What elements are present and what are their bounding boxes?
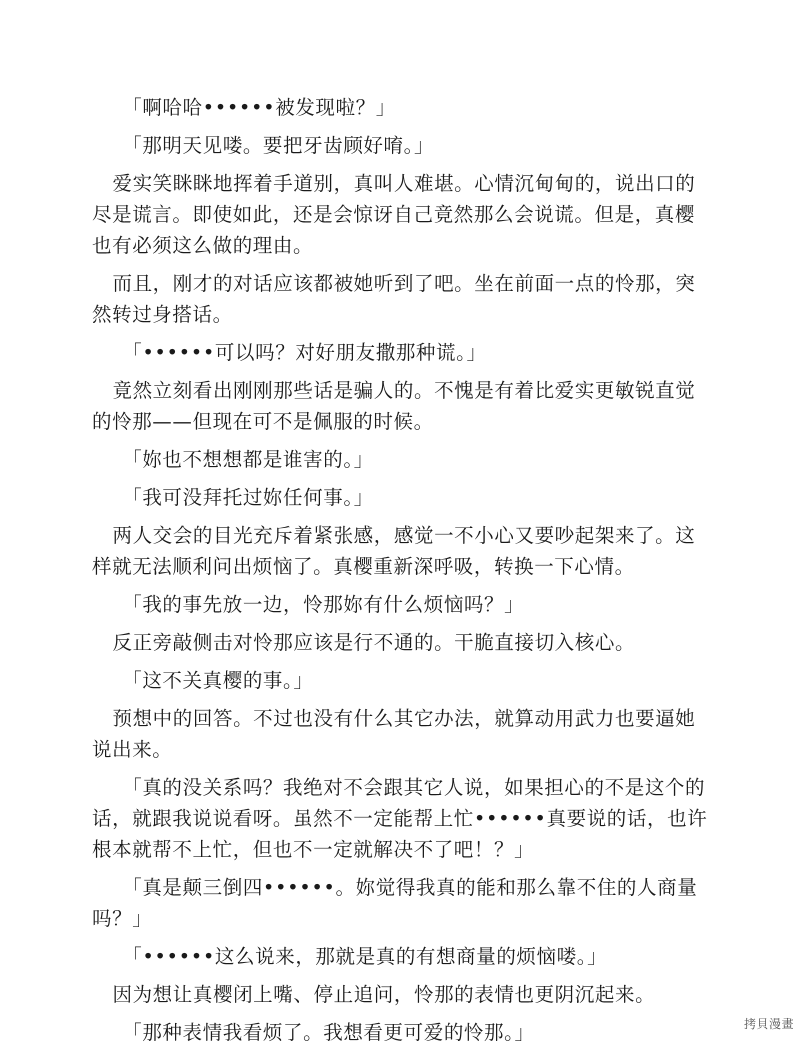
paragraph: 「我可没拜托过妳任何事。」 xyxy=(122,486,374,509)
paragraph: 预想中的回答。不过也没有什么其它办法，就算动用武力也要逼她说出来。 xyxy=(92,707,696,761)
paragraph: 反正旁敲侧击对怜那应该是行不通的。干脆直接切入核心。 xyxy=(112,631,636,654)
watermark: 拷貝漫畫 xyxy=(743,1017,794,1031)
paragraph: 「这不关真樱的事。」 xyxy=(122,669,314,692)
paragraph: 爱实笑眯眯地挥着手道别，真叫人难堪。心情沉甸甸的，说出口的尽是谎言。即使如此，还是会惊讶自己竟然那么会说谎。但是，真樱也有必须这么做的理由。 xyxy=(92,172,696,257)
paragraph: 「我的事先放一边，怜那妳有什么烦恼吗？」 xyxy=(122,593,525,616)
paragraph: 「真的没关系吗？我绝对不会跟其它人说，如果担心的不是这个的话，就跟我说说看呀。虽然不一定能帮上忙••••••真要说的话，也许根本就帮不上忙，但也不一定就解决不了吧！？」 xyxy=(92,776,708,861)
paragraph: 「那明天见喽。要把牙齿顾好唷。」 xyxy=(122,134,435,157)
paragraph: 竟然立刻看出刚刚那些话是骗人的。不愧是有着比爱实更敏锐直觉的怜那——但现在可不是佩服的时候。 xyxy=(92,379,696,433)
paragraph: 「真是颠三倒四••••••。妳觉得我真的能和那么靠不住的人商量吗？」 xyxy=(92,876,698,930)
page-body xyxy=(0,92,800,1055)
paragraph: 「••••••这么说来，那就是真的有想商量的烦恼喽。」 xyxy=(122,945,608,968)
paragraph: 而且，刚才的对话应该都被她听到了吧。坐在前面一点的怜那，突然转过身搭话。 xyxy=(92,272,696,326)
paragraph: 「那种表情我看烦了。我想看更可爱的怜那。」 xyxy=(122,1021,535,1044)
paragraph: 「啊哈哈••••••被发现啦？」 xyxy=(122,96,396,119)
paragraph: 因为想让真樱闭上嘴、停止追问，怜那的表情也更阴沉起来。 xyxy=(112,983,656,1006)
paragraph: 「妳也不想想都是谁害的。」 xyxy=(122,448,374,471)
paragraph: 「••••••可以吗？对好朋友撒那种谎。」 xyxy=(122,341,487,364)
paragraph: 两人交会的目光充斥着紧张感，感觉一不小心又要吵起架来了。这样就无法顺利问出烦恼了。真樱重新深呼吸，转换一下心情。 xyxy=(92,524,696,578)
